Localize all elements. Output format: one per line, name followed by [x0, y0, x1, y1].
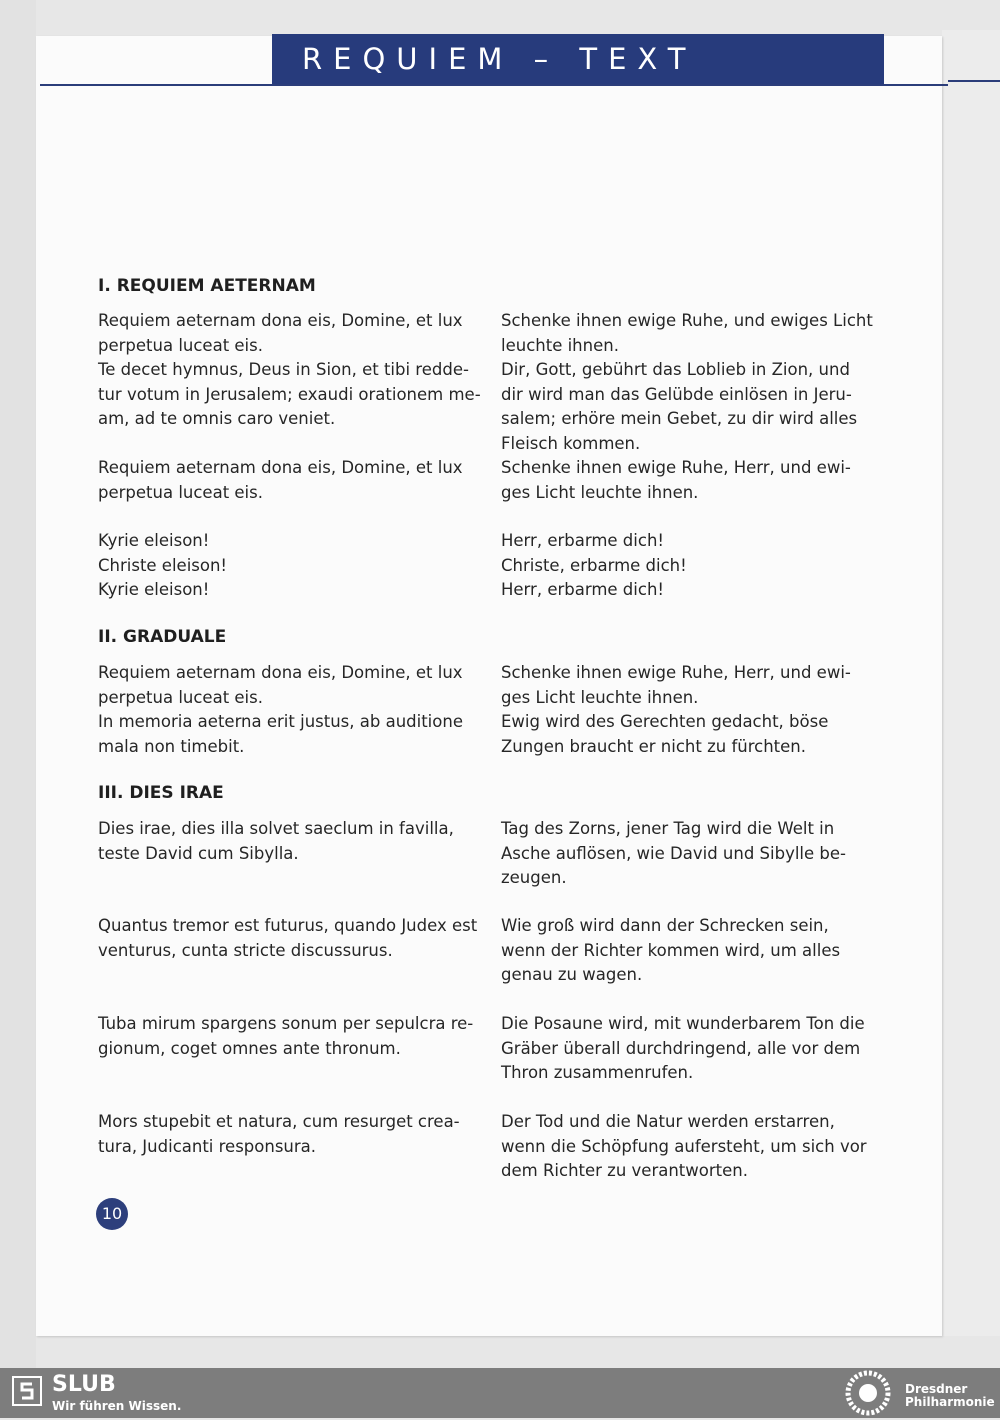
dresdner-philharmonie-logo-icon [842, 1370, 894, 1420]
latin-text-block: Tuba mirum spargens sonum per sepulcra re- gionum, coget omnes ante thronum. [98, 1014, 474, 1058]
footer-bar [0, 1368, 1000, 1418]
latin-text-block: Requiem aeternam dona eis, Domine, et lux perpetua luceat eis. [98, 458, 463, 502]
slub-name: SLUB [52, 1372, 116, 1397]
german-text-block: Wie groß wird dann der Schrecken sein, wenn der Richter kommen wird, um alles genau zu wagen. [501, 916, 841, 984]
latin-text-block: Quantus tremor est futurus, quando Judex est venturus, cunta stricte discussurus. [98, 916, 478, 960]
german-text-block: Tag des Zorns, jener Tag wird die Welt in Asche auflösen, wie David und Sibylle be- zeugen. [501, 819, 846, 887]
slub-logo-icon [12, 1376, 42, 1410]
partner-name [905, 1383, 997, 1409]
page-title: REQUIEM – TEXT [272, 34, 884, 84]
section-heading-dies-irae: III. DIES IRAE [98, 783, 224, 803]
header-rule [40, 84, 948, 86]
next-page-edge [942, 30, 1000, 1336]
latin-text-block: Requiem aeternam dona eis, Domine, et lux perpetua luceat eis. In memoria aeterna erit justus, ab auditione mala non timebit. [98, 663, 463, 756]
german-text-block: Herr, erbarme dich! Christe, erbarme dich! Herr, erbarme dich! [501, 531, 687, 599]
latin-text-block: Kyrie eleison! Christe eleison! Kyrie eleison! [98, 531, 228, 599]
partner-name-line2: Philharmonie [905, 1395, 995, 1409]
latin-text-block: Requiem aeternam dona eis, Domine, et lux perpetua luceat eis. Te decet hymnus, Deus in Sion, et tibi redde- tur votum in Jerusalem; exaudi orationem me- am, ad te omnis caro veniet. [98, 311, 481, 428]
next-page-rule [948, 80, 1000, 82]
german-text-block: Schenke ihnen ewige Ruhe, und ewiges Licht leuchte ihnen. Dir, Gott, gebührt das Loblieb in Zion, und dir wird man das Gelübde einlösen in Jeru- salem; erhöre mein Gebet, zu dir wird alles Fleisch kommen. [501, 311, 873, 453]
page-number-badge: 10 [96, 1198, 128, 1230]
german-text-block: Der Tod und die Natur werden erstarren, wenn die Schöpfung aufersteht, um sich vor dem Richter zu verantworten. [501, 1112, 867, 1180]
section-heading-graduale: II. GRADUALE [98, 627, 227, 647]
german-text-block: Schenke ihnen ewige Ruhe, Herr, und ewi- ges Licht leuchte ihnen. [501, 458, 851, 502]
latin-text-block: Dies irae, dies illa solvet saeclum in favilla, teste David cum Sibylla. [98, 819, 454, 863]
slub-tagline: Wir führen Wissen. [52, 1399, 182, 1413]
scan-background-left [0, 0, 36, 1368]
german-text-block: Die Posaune wird, mit wunderbarem Ton die Gräber überall durchdringend, alle vor dem Thron zusammenrufen. [501, 1014, 865, 1082]
german-text-block: Schenke ihnen ewige Ruhe, Herr, und ewi- ges Licht leuchte ihnen. Ewig wird des Gerechten gedacht, böse Zungen braucht er nicht zu fürchten. [501, 663, 851, 756]
partner-name-line1: Dresdner [905, 1382, 968, 1396]
section-heading-requiem-aeternam: I. REQUIEM AETERNAM [98, 276, 316, 296]
latin-text-block: Mors stupebit et natura, cum resurget crea- tura, Judicanti responsura. [98, 1112, 460, 1156]
